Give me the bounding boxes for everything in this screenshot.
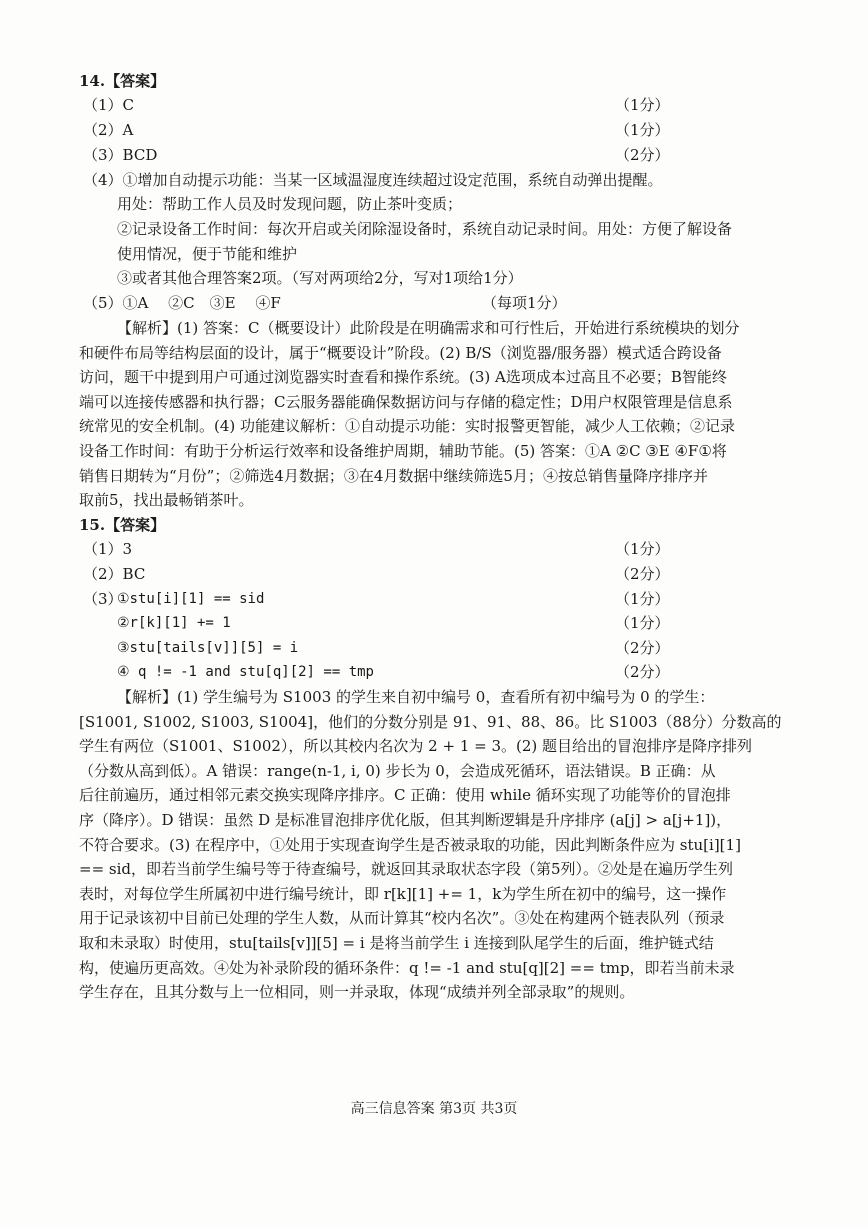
q15-answer-3-prefix: （3）	[83, 590, 123, 608]
q14-score-2: （1分）	[615, 121, 670, 139]
q14-score-1: （1分）	[615, 96, 670, 114]
q14-answer-4-line3: ②记录设备工作时间：每次开启或关闭除湿设备时，系统自动记录时间。用处：方便了解设备	[117, 220, 733, 238]
q14-analysis-line: 销售日期转为“月份”；②筛选4月数据；③在4月数据中继续筛选5月；④按总销售量降序排序并	[79, 467, 708, 485]
q15-answer-1: （1）3	[83, 540, 133, 558]
q14-analysis-line: 统常见的安全机制。(4) 功能建议解析：①自动提示功能：实时报警更智能，减少人工依赖；②记录	[79, 417, 736, 435]
q14-answer-4-line2: 用处：帮助工作人员及时发现问题，防止茶叶变质；	[117, 195, 463, 213]
q14-answer-4-line5: ③或者其他合理答案2项。（写对两项给2分，写对1项给1分）	[117, 269, 523, 287]
q14-analysis-line: 取前5，找出最畅销茶叶。	[79, 491, 254, 509]
q15-analysis-line: 学生有两位（S1001、S1002），所以其校内名次为 2 + 1 = 3。(2) 题目给出的冒泡排序是降序排列	[79, 737, 753, 755]
q14-answer-1: （1）C	[83, 96, 135, 114]
q15-code-score-2: （1分）	[615, 614, 670, 632]
q15-code-4: ④ q != -1 and stu[q][2] == tmp	[117, 664, 374, 680]
q15-heading: 15.【答案】	[79, 516, 166, 534]
q14-answer-3: （3）BCD	[83, 146, 158, 164]
q15-analysis-line: 不符合要求。(3) 在程序中，①处用于实现查询学生是否被录取的功能，因此判断条件应为 stu[i][1]	[79, 836, 741, 854]
q15-code-score-1: （1分）	[615, 590, 670, 608]
q15-code-1: ①stu[i][1] == sid	[117, 591, 265, 607]
q15-score-2: （2分）	[615, 565, 670, 583]
q14-answer-4-line1: （4）①增加自动提示功能：当某一区域温湿度连续超过设定范围，系统自动弹出提醒。	[83, 171, 663, 189]
q15-answer-2: （2）BC	[83, 565, 146, 583]
q15-analysis-line: 表时，对每位学生所属初中进行编号统计，即 r[k][1] += 1，k为学生所在初中的编号，这一操作	[79, 885, 727, 903]
q14-score-3: （2分）	[615, 146, 670, 164]
q14-answer-5-score: （每项1分）	[482, 294, 567, 312]
q14-analysis-line: 访问，题干中提到用户可通过浏览器实时查看和操作系统。(3) A选项成本过高且不必要；B智能终	[79, 368, 727, 386]
q14-analysis-line: 【解析】(1) 答案：C（概要设计）此阶段是在明确需求和可行性后，开始进行系统模块的划分	[117, 319, 740, 337]
q14-answer-2: （2）A	[83, 121, 134, 139]
q14-answer-4-line4: 使用情况，便于节能和维护	[117, 245, 298, 263]
q15-analysis-line: 用于记录该初中目前已处理的学生人数，从而计算其“校内名次”。③处在构建两个链表队列（预录	[79, 909, 725, 927]
q14-heading: 14.【答案】	[79, 72, 166, 90]
q15-analysis-line: 构，使遍历更高效。④处为补录阶段的循环条件：q != -1 and stu[q][2] == tmp，即若当前未录	[79, 959, 735, 977]
q14-analysis-line: 和硬件布局等结构层面的设计，属于“概要设计”阶段。(2) B/S（浏览器/服务器）模式适合跨设备	[79, 344, 722, 362]
q14-analysis-line: 端可以连接传感器和执行器；C云服务器能确保数据访问与存储的稳定性；D用户权限管理是信息系	[79, 393, 733, 411]
q15-code-2: ②r[k][1] += 1	[117, 615, 231, 631]
q15-score-1: （1分）	[615, 540, 670, 558]
q15-analysis-line: 【解析】(1) 学生编号为 S1003 的学生来自初中编号 0，查看所有初中编号为 0 的学生：	[117, 688, 715, 706]
q15-analysis-line: 序（降序）。D 错误：虽然 D 是标准冒泡排序优化版，但其判断逻辑是升序排序 (a[j] > a[j+1])，	[79, 811, 732, 829]
q15-analysis-line: （分数从高到低）。A 错误：range(n-1, i, 0) 步长为 0，会造成死循环，语法错误。B 正确：从	[79, 762, 716, 780]
q15-analysis-line: == sid，即若当前学生编号等于待查编号，就返回其录取状态字段（第5列）。②处是在遍历学生列	[79, 860, 734, 878]
q15-code-score-3: （2分）	[615, 639, 670, 657]
q14-analysis-line: 设备工作时间：有助于分析运行效率和设备维护周期，辅助节能。(5) 答案：①A ②C ③E ④F①将	[79, 442, 727, 460]
page-footer: 高三信息答案 第3页 共3页	[350, 1101, 518, 1117]
q15-analysis-line: 取和未录取）时使用，stu[tails[v]][5] = i 是将当前学生 i 连接到队尾学生的后面，维护链式结	[79, 934, 714, 952]
q14-answer-5: （5）①A ②C ③E ④F	[83, 294, 281, 312]
q15-code-score-4: （2分）	[615, 663, 670, 681]
q15-analysis-line: 学生存在，且其分数与上一位相同，则一并录取，体现“成绩并列全部录取”的规则。	[79, 983, 635, 1001]
q15-analysis-line: 后往前遍历，通过相邻元素交换实现降序排序。C 正确：使用 while 循环实现了功能等价的冒泡排	[79, 786, 731, 804]
q15-analysis-line: [S1001, S1002, S1003, S1004]，他们的分数分别是 91、91、88、86。比 S1003（88分）分数高的	[79, 713, 782, 731]
q15-code-3: ③stu[tails[v]][5] = i	[117, 640, 299, 656]
